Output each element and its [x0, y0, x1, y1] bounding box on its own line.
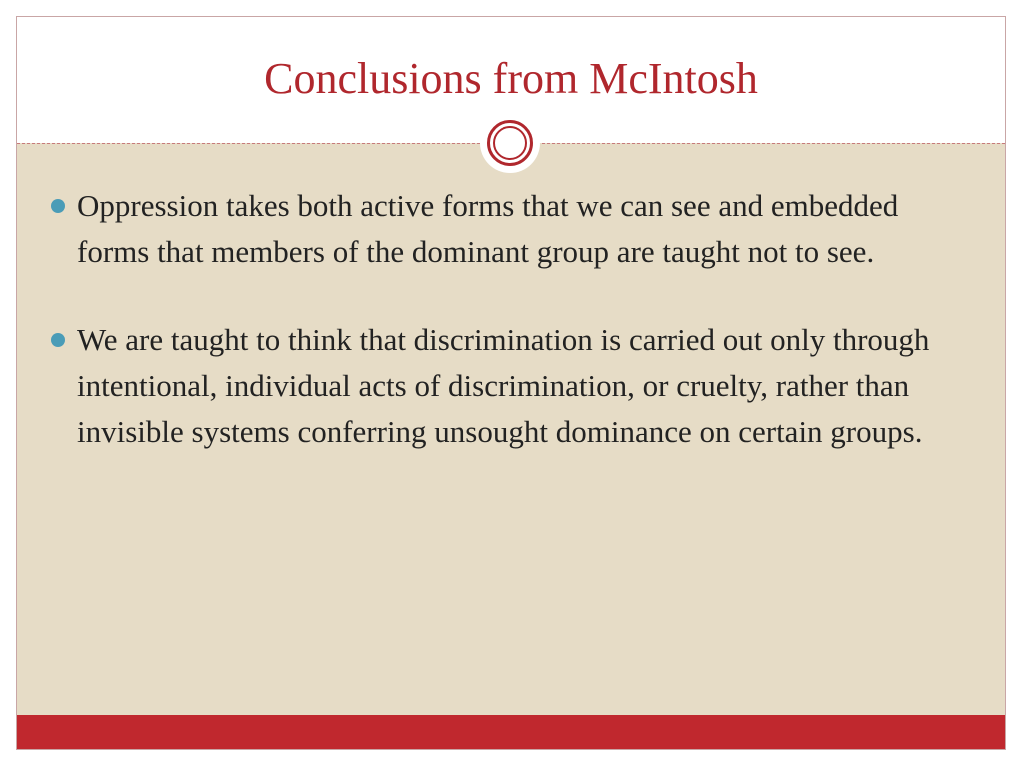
- ornament-inner-ring: [493, 126, 527, 160]
- bullet-text: We are taught to think that discrimination is carried out only through intentional, individual acts of discrimination, or cruelty, rather than invisible systems conferring unsought dominance on certain groups.: [77, 322, 930, 449]
- bullet-text: Oppression takes both active forms that we can see and embedded forms that members of the dominant group are taught not to see.: [77, 188, 899, 269]
- bullet-item: [51, 183, 971, 275]
- ornament-outer-ring: [487, 120, 533, 166]
- footer-bar: [17, 715, 1005, 749]
- double-ring-ornament-icon: [480, 113, 540, 173]
- bullet-list: [51, 183, 971, 497]
- slide: [16, 16, 1006, 750]
- round-bullet-icon: [51, 333, 65, 347]
- round-bullet-icon: [51, 199, 65, 213]
- slide-title: Conclusions from McIntosh: [264, 54, 758, 103]
- bullet-item: [51, 317, 971, 455]
